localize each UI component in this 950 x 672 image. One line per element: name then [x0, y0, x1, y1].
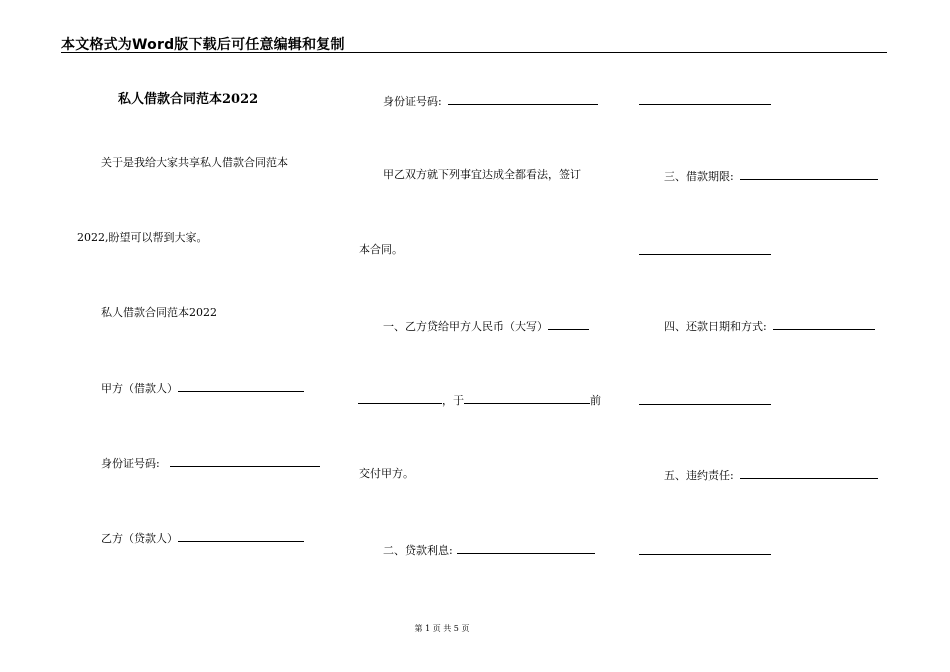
party-a-line — [101, 380, 304, 396]
contract-subtitle: 私人借款合同范本2022 — [101, 306, 217, 319]
agreement-line-2: 本合同。 — [359, 243, 403, 256]
clause-5-label: 五、违约责任: — [664, 469, 734, 482]
date-blank[interactable] — [464, 392, 590, 404]
id-b-label: 身份证号码: — [383, 95, 442, 108]
clause-1-label: 一、乙方贷给甲方人民币（大写） — [383, 320, 548, 333]
page-number: 第 1 页 共 5 页 — [414, 624, 470, 633]
agreement-line-1: 甲乙双方就下列事宜达成全都看法，签订 — [383, 168, 581, 181]
blank-line-1[interactable] — [639, 103, 771, 105]
id-b-blank[interactable] — [448, 93, 598, 105]
party-b-line — [101, 530, 304, 546]
id-a-line — [101, 455, 320, 471]
clause-5-line — [664, 467, 878, 483]
qian-text: 前 — [590, 394, 601, 407]
document-banner: 本文格式为Word版下载后可任意编辑和复制 — [61, 37, 345, 53]
clause-4-line — [664, 318, 875, 334]
party-a-label: 甲方（借款人） — [101, 382, 178, 395]
deliver-line: 交付甲方。 — [359, 467, 414, 480]
party-a-blank[interactable] — [178, 380, 304, 392]
blank-line-2[interactable] — [639, 253, 771, 255]
clause-1-continuation — [358, 392, 601, 408]
header-rule — [61, 52, 887, 53]
party-b-label: 乙方（贷款人） — [101, 532, 178, 545]
document-title: 私人借款合同范本2022 — [118, 92, 259, 107]
intro-line-2: 2022,盼望可以帮到大家。 — [77, 231, 208, 244]
intro-line-1: 关于是我给大家共享私人借款合同范本 — [101, 156, 288, 169]
amount-blank-2[interactable] — [358, 392, 442, 404]
clause-4-label: 四、还款日期和方式: — [664, 320, 767, 333]
yu-text: ，于 — [442, 394, 464, 407]
clause-2-line — [383, 542, 595, 558]
id-a-label: 身份证号码: — [101, 457, 160, 470]
clause-2-label: 二、贷款利息: — [383, 544, 453, 557]
clause-3-label: 三、借款期限: — [664, 170, 734, 183]
clause-3-line — [664, 168, 878, 184]
clause-1-line — [383, 318, 589, 334]
repayment-blank[interactable] — [773, 318, 875, 330]
term-blank[interactable] — [740, 168, 878, 180]
blank-line-4[interactable] — [639, 553, 771, 555]
id-b-line — [383, 93, 598, 109]
party-b-blank[interactable] — [178, 530, 304, 542]
liability-blank[interactable] — [740, 467, 878, 479]
id-a-blank[interactable] — [170, 455, 320, 467]
blank-line-3[interactable] — [639, 403, 771, 405]
interest-blank[interactable] — [457, 542, 595, 554]
amount-blank[interactable] — [548, 318, 589, 330]
